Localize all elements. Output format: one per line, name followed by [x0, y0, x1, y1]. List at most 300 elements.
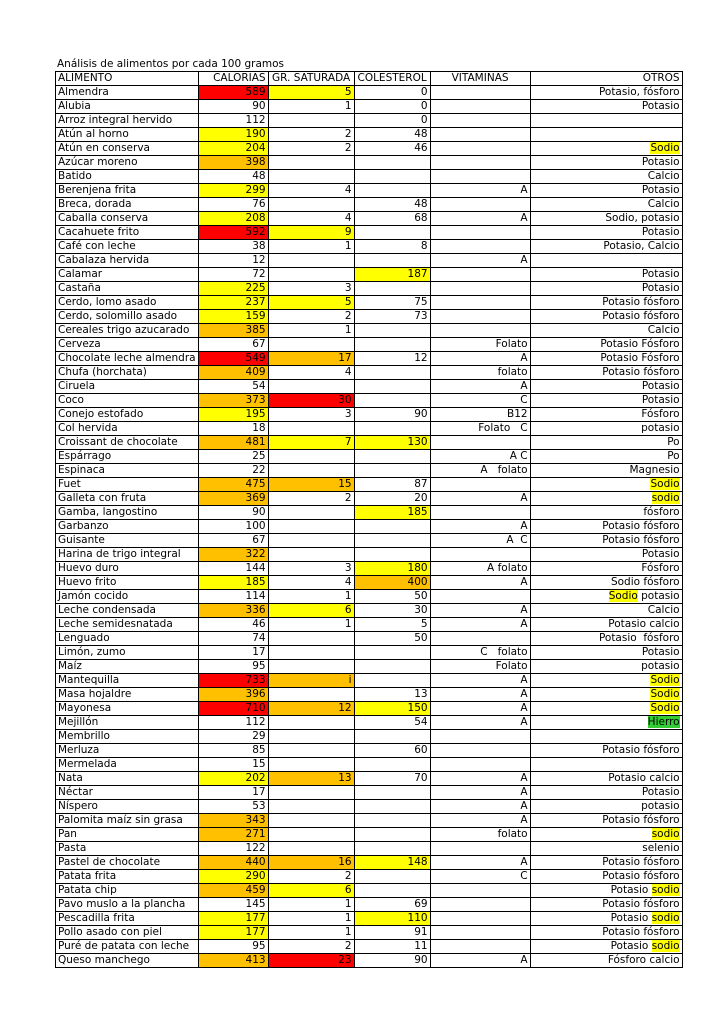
cell-calorias: 76	[198, 198, 268, 212]
cell-calorias: 18	[198, 422, 268, 436]
cell-colesterol: 130	[354, 436, 430, 450]
cell-alimento: Conejo estofado	[56, 408, 199, 422]
cell-colesterol: 50	[354, 590, 430, 604]
cell-grasa-saturada: 4	[268, 184, 354, 198]
cell-otros	[530, 814, 682, 828]
table-row	[56, 128, 683, 142]
cell-grasa-saturada	[268, 814, 354, 828]
cell-alimento: Huevo frito	[56, 576, 199, 590]
cell-alimento: Leche semidesnatada	[56, 618, 199, 632]
cell-grasa-saturada: 2	[268, 940, 354, 954]
cell-vitaminas	[430, 898, 530, 912]
cell-colesterol: 46	[354, 142, 430, 156]
otros-item: Potasio Fósforo	[600, 352, 680, 364]
cell-grasa-saturada: 3	[268, 562, 354, 576]
cell-otros	[530, 604, 682, 618]
cell-alimento: Pasta	[56, 842, 199, 856]
cell-alimento: Batido	[56, 170, 199, 184]
cell-vitaminas: A	[430, 688, 530, 702]
cell-alimento: Coco	[56, 394, 199, 408]
cell-grasa-saturada: 1	[268, 912, 354, 926]
table-row	[56, 842, 683, 856]
otros-item: sodio	[651, 912, 680, 924]
cell-alimento: Fuet	[56, 478, 199, 492]
cell-alimento: Gamba, langostino	[56, 506, 199, 520]
table-row	[56, 324, 683, 338]
cell-colesterol: 185	[354, 506, 430, 520]
cell-vitaminas: C folato	[430, 646, 530, 660]
cell-colesterol: 0	[354, 86, 430, 100]
cell-alimento: Alubia	[56, 100, 199, 114]
cell-calorias: 12	[198, 254, 268, 268]
table-row	[56, 240, 683, 254]
cell-colesterol	[354, 366, 430, 380]
cell-calorias: 322	[198, 548, 268, 562]
cell-colesterol: 54	[354, 716, 430, 730]
otros-item: Potasio Fósforo	[600, 338, 680, 350]
cell-vitaminas	[430, 324, 530, 338]
cell-vitaminas: C	[430, 870, 530, 884]
cell-otros	[530, 338, 682, 352]
cell-vitaminas: A	[430, 380, 530, 394]
cell-colesterol: 150	[354, 702, 430, 716]
cell-colesterol: 8	[354, 240, 430, 254]
table-row	[56, 436, 683, 450]
otros-item: Potasio fósforo	[602, 856, 680, 868]
cell-vitaminas	[430, 940, 530, 954]
cell-colesterol: 20	[354, 492, 430, 506]
table-row	[56, 310, 683, 324]
cell-alimento: Atún al horno	[56, 128, 199, 142]
cell-otros	[530, 100, 682, 114]
cell-alimento: Pescadilla frita	[56, 912, 199, 926]
otros-item: Fósforo calcio	[607, 954, 680, 966]
cell-vitaminas	[430, 884, 530, 898]
cell-vitaminas	[430, 282, 530, 296]
otros-item: sodio	[651, 940, 680, 952]
cell-vitaminas: A	[430, 702, 530, 716]
cell-grasa-saturada	[268, 506, 354, 520]
cell-otros	[530, 394, 682, 408]
cell-alimento: Espinaca	[56, 464, 199, 478]
table-body	[56, 86, 683, 968]
table-row	[56, 884, 683, 898]
cell-vitaminas: A	[430, 576, 530, 590]
cell-grasa-saturada: 7	[268, 436, 354, 450]
cell-otros	[530, 926, 682, 940]
table-row	[56, 380, 683, 394]
cell-otros	[530, 128, 682, 142]
otros-item: Sodio	[650, 702, 680, 714]
cell-grasa-saturada	[268, 828, 354, 842]
cell-grasa-saturada: 1	[268, 926, 354, 940]
cell-otros	[530, 898, 682, 912]
cell-otros	[530, 506, 682, 520]
cell-calorias: 29	[198, 730, 268, 744]
otros-item: Potasio fósforo	[602, 310, 680, 322]
table-row	[56, 422, 683, 436]
table-row	[56, 954, 683, 968]
cell-alimento: Huevo duro	[56, 562, 199, 576]
otros-item: Sodio	[650, 142, 680, 154]
cell-grasa-saturada: 5	[268, 296, 354, 310]
cell-colesterol	[354, 646, 430, 660]
cell-otros	[530, 716, 682, 730]
cell-otros	[530, 324, 682, 338]
table-row	[56, 534, 683, 548]
otros-item: Fósforo	[641, 408, 680, 420]
cell-vitaminas	[430, 590, 530, 604]
cell-otros	[530, 772, 682, 786]
table-row	[56, 800, 683, 814]
cell-alimento: Harina de trigo integral	[56, 548, 199, 562]
cell-calorias: 204	[198, 142, 268, 156]
cell-calorias: 85	[198, 744, 268, 758]
cell-otros	[530, 954, 682, 968]
table-row	[56, 408, 683, 422]
cell-otros	[530, 646, 682, 660]
table-row	[56, 632, 683, 646]
cell-colesterol	[354, 800, 430, 814]
cell-otros	[530, 226, 682, 240]
cell-grasa-saturada: 1	[268, 590, 354, 604]
otros-item: Calcio	[647, 170, 680, 182]
cell-colesterol	[354, 464, 430, 478]
cell-grasa-saturada: 2	[268, 310, 354, 324]
otros-item: Potasio fósforo	[602, 814, 680, 826]
cell-vitaminas	[430, 170, 530, 184]
cell-colesterol	[354, 786, 430, 800]
cell-alimento: Leche condensada	[56, 604, 199, 618]
table-row	[56, 576, 683, 590]
table-row	[56, 212, 683, 226]
table-row	[56, 646, 683, 660]
cell-alimento: Ciruela	[56, 380, 199, 394]
table-row	[56, 492, 683, 506]
cell-grasa-saturada: 2	[268, 870, 354, 884]
cell-grasa-saturada: 16	[268, 856, 354, 870]
table-row	[56, 856, 683, 870]
cell-vitaminas	[430, 240, 530, 254]
cell-alimento: Arroz integral hervido	[56, 114, 199, 128]
table-row	[56, 254, 683, 268]
cell-colesterol: 68	[354, 212, 430, 226]
cell-grasa-saturada: 15	[268, 478, 354, 492]
cell-vitaminas: A	[430, 800, 530, 814]
cell-otros	[530, 590, 682, 604]
cell-colesterol	[354, 184, 430, 198]
cell-calorias: 46	[198, 618, 268, 632]
cell-otros	[530, 156, 682, 170]
cell-calorias: 67	[198, 338, 268, 352]
cell-calorias: 145	[198, 898, 268, 912]
cell-alimento: Limón, zumo	[56, 646, 199, 660]
table-row	[56, 786, 683, 800]
cell-grasa-saturada: 2	[268, 492, 354, 506]
table-row	[56, 758, 683, 772]
cell-calorias: 710	[198, 702, 268, 716]
col-header-grasa-saturada: GR. SATURADA	[268, 72, 354, 86]
otros-item: Sodio	[650, 674, 680, 686]
cell-grasa-saturada: 1	[268, 618, 354, 632]
cell-alimento: Col hervida	[56, 422, 199, 436]
cell-grasa-saturada: 17	[268, 352, 354, 366]
cell-calorias: 112	[198, 716, 268, 730]
cell-grasa-saturada	[268, 716, 354, 730]
cell-vitaminas: A	[430, 772, 530, 786]
cell-colesterol	[354, 660, 430, 674]
cell-otros	[530, 380, 682, 394]
cell-vitaminas: A	[430, 716, 530, 730]
cell-calorias: 114	[198, 590, 268, 604]
cell-colesterol: 0	[354, 100, 430, 114]
cell-alimento: Mermelada	[56, 758, 199, 772]
cell-alimento: Néctar	[56, 786, 199, 800]
cell-colesterol	[354, 254, 430, 268]
cell-grasa-saturada: 3	[268, 282, 354, 296]
otros-item: sodio	[651, 884, 680, 896]
cell-grasa-saturada	[268, 730, 354, 744]
cell-vitaminas	[430, 114, 530, 128]
cell-calorias: 112	[198, 114, 268, 128]
cell-grasa-saturada: 4	[268, 212, 354, 226]
cell-calorias: 17	[198, 786, 268, 800]
table-row	[56, 142, 683, 156]
table-row	[56, 702, 683, 716]
cell-alimento: Mayonesa	[56, 702, 199, 716]
cell-colesterol: 48	[354, 128, 430, 142]
table-row	[56, 366, 683, 380]
cell-colesterol	[354, 156, 430, 170]
col-header-otros: OTROS	[530, 72, 682, 86]
cell-calorias: 336	[198, 604, 268, 618]
cell-grasa-saturada	[268, 380, 354, 394]
col-header-vitaminas: VITAMINAS	[430, 72, 530, 86]
cell-vitaminas	[430, 478, 530, 492]
cell-alimento: Chocolate leche almendra	[56, 352, 199, 366]
cell-alimento: Chufa (horchata)	[56, 366, 199, 380]
cell-grasa-saturada	[268, 450, 354, 464]
cell-calorias: 54	[198, 380, 268, 394]
cell-alimento: Castaña	[56, 282, 199, 296]
cell-calorias: 74	[198, 632, 268, 646]
otros-item: Po	[667, 450, 680, 462]
cell-calorias: 549	[198, 352, 268, 366]
cell-colesterol: 0	[354, 114, 430, 128]
cell-grasa-saturada: 2	[268, 128, 354, 142]
table-row	[56, 940, 683, 954]
cell-calorias: 208	[198, 212, 268, 226]
cell-colesterol	[354, 422, 430, 436]
cell-colesterol	[354, 730, 430, 744]
cell-alimento: Palomita maíz sin grasa	[56, 814, 199, 828]
cell-vitaminas	[430, 226, 530, 240]
cell-colesterol: 12	[354, 352, 430, 366]
cell-otros	[530, 758, 682, 772]
cell-grasa-saturada: i	[268, 674, 354, 688]
cell-otros	[530, 744, 682, 758]
otros-item: Potasio	[641, 156, 680, 168]
cell-grasa-saturada	[268, 534, 354, 548]
otros-item: Potasio calcio	[608, 618, 680, 630]
cell-colesterol: 50	[354, 632, 430, 646]
table-row	[56, 562, 683, 576]
otros-item: Potasio	[641, 282, 680, 294]
cell-otros	[530, 436, 682, 450]
cell-alimento: Pan	[56, 828, 199, 842]
cell-alimento: Mantequilla	[56, 674, 199, 688]
cell-alimento: Níspero	[56, 800, 199, 814]
cell-grasa-saturada	[268, 786, 354, 800]
table-row	[56, 716, 683, 730]
otros-item: Potasio	[610, 884, 652, 896]
cell-otros	[530, 282, 682, 296]
cell-calorias: 398	[198, 156, 268, 170]
food-analysis-table	[55, 71, 683, 968]
cell-calorias: 385	[198, 324, 268, 338]
cell-calorias: 122	[198, 842, 268, 856]
cell-vitaminas: A folato	[430, 562, 530, 576]
table-row	[56, 772, 683, 786]
cell-colesterol: 11	[354, 940, 430, 954]
cell-otros	[530, 422, 682, 436]
table-row	[56, 660, 683, 674]
otros-item: Hierro	[647, 716, 680, 728]
cell-grasa-saturada	[268, 338, 354, 352]
table-row	[56, 268, 683, 282]
cell-calorias: 225	[198, 282, 268, 296]
cell-vitaminas	[430, 268, 530, 282]
cell-alimento: Pavo muslo a la plancha	[56, 898, 199, 912]
cell-vitaminas: A	[430, 954, 530, 968]
cell-calorias: 343	[198, 814, 268, 828]
cell-grasa-saturada: 13	[268, 772, 354, 786]
cell-alimento: Lenguado	[56, 632, 199, 646]
cell-calorias: 159	[198, 310, 268, 324]
cell-otros	[530, 688, 682, 702]
cell-calorias: 592	[198, 226, 268, 240]
otros-item: Potasio fósforo	[602, 534, 680, 546]
cell-vitaminas: A	[430, 786, 530, 800]
cell-colesterol	[354, 380, 430, 394]
cell-colesterol: 400	[354, 576, 430, 590]
cell-otros	[530, 478, 682, 492]
otros-item: Potasio fósforo	[602, 870, 680, 882]
cell-calorias: 202	[198, 772, 268, 786]
cell-calorias: 271	[198, 828, 268, 842]
cell-calorias: 38	[198, 240, 268, 254]
cell-alimento: Patata frita	[56, 870, 199, 884]
cell-calorias: 475	[198, 478, 268, 492]
cell-vitaminas	[430, 744, 530, 758]
cell-colesterol: 30	[354, 604, 430, 618]
table-row	[56, 198, 683, 212]
cell-calorias: 90	[198, 506, 268, 520]
cell-calorias: 144	[198, 562, 268, 576]
cell-colesterol	[354, 674, 430, 688]
cell-alimento: Atún en conserva	[56, 142, 199, 156]
cell-colesterol	[354, 884, 430, 898]
cell-vitaminas: Folato C	[430, 422, 530, 436]
cell-otros	[530, 142, 682, 156]
cell-otros	[530, 254, 682, 268]
cell-grasa-saturada	[268, 842, 354, 856]
cell-grasa-saturada	[268, 744, 354, 758]
cell-vitaminas	[430, 128, 530, 142]
cell-calorias: 72	[198, 268, 268, 282]
cell-grasa-saturada	[268, 422, 354, 436]
cell-calorias: 459	[198, 884, 268, 898]
table-row	[56, 464, 683, 478]
cell-grasa-saturada: 1	[268, 240, 354, 254]
cell-grasa-saturada	[268, 800, 354, 814]
cell-vitaminas	[430, 632, 530, 646]
cell-calorias: 373	[198, 394, 268, 408]
cell-grasa-saturada: 4	[268, 366, 354, 380]
cell-alimento: Queso manchego	[56, 954, 199, 968]
cell-alimento: Pollo asado con piel	[56, 926, 199, 940]
cell-vitaminas: A	[430, 492, 530, 506]
cell-otros	[530, 352, 682, 366]
cell-colesterol	[354, 394, 430, 408]
otros-item: sodio	[651, 828, 680, 840]
cell-colesterol	[354, 548, 430, 562]
otros-item: sodio	[651, 492, 680, 504]
cell-otros	[530, 660, 682, 674]
cell-calorias: 409	[198, 366, 268, 380]
cell-otros	[530, 184, 682, 198]
table-row	[56, 100, 683, 114]
cell-vitaminas: C	[430, 394, 530, 408]
cell-calorias: 237	[198, 296, 268, 310]
cell-vitaminas: folato	[430, 828, 530, 842]
cell-alimento: Cerveza	[56, 338, 199, 352]
cell-otros	[530, 464, 682, 478]
table-row	[56, 898, 683, 912]
table-row	[56, 548, 683, 562]
otros-item: potasio	[641, 422, 680, 434]
cell-vitaminas: Folato	[430, 338, 530, 352]
cell-otros	[530, 884, 682, 898]
cell-vitaminas	[430, 912, 530, 926]
cell-colesterol: 75	[354, 296, 430, 310]
cell-alimento: Garbanzo	[56, 520, 199, 534]
cell-calorias: 177	[198, 926, 268, 940]
otros-item: Potasio	[641, 226, 680, 238]
otros-item: Potasio fósforo	[602, 744, 680, 756]
otros-item: Sodio	[650, 688, 680, 700]
otros-item: fósforo	[643, 506, 680, 518]
cell-otros	[530, 576, 682, 590]
cell-calorias: 185	[198, 576, 268, 590]
cell-colesterol	[354, 520, 430, 534]
cell-vitaminas	[430, 730, 530, 744]
cell-alimento: Calamar	[56, 268, 199, 282]
cell-colesterol: 13	[354, 688, 430, 702]
cell-calorias: 67	[198, 534, 268, 548]
cell-otros	[530, 548, 682, 562]
cell-calorias: 396	[198, 688, 268, 702]
otros-item: potasio	[641, 660, 680, 672]
cell-grasa-saturada: 23	[268, 954, 354, 968]
cell-vitaminas	[430, 100, 530, 114]
cell-grasa-saturada	[268, 646, 354, 660]
cell-otros	[530, 870, 682, 884]
cell-otros	[530, 240, 682, 254]
cell-alimento: Azúcar moreno	[56, 156, 199, 170]
cell-colesterol	[354, 842, 430, 856]
cell-vitaminas: Folato	[430, 660, 530, 674]
